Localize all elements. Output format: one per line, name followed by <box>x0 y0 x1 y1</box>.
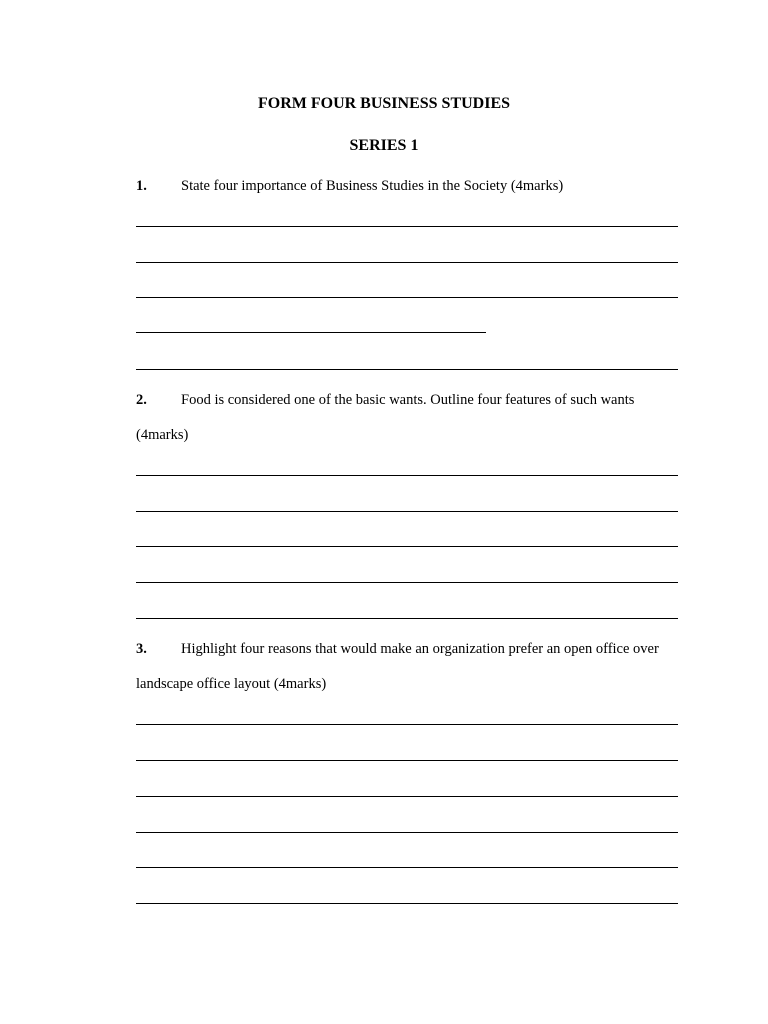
question-text-continued: landscape office layout (4marks) <box>136 676 327 692</box>
question-text: Highlight four reasons that would make an organization prefer an open office over <box>181 641 659 657</box>
answer-line[interactable] <box>136 262 678 263</box>
answer-line[interactable] <box>136 903 678 904</box>
question-text-continued: (4marks) <box>136 427 189 443</box>
answer-line[interactable] <box>136 475 678 476</box>
answer-line[interactable] <box>136 582 678 583</box>
answer-line[interactable] <box>136 796 678 797</box>
answer-line[interactable] <box>136 546 678 547</box>
answer-line[interactable] <box>136 724 678 725</box>
question-number: 1. <box>136 178 147 194</box>
question-number: 2. <box>136 392 147 408</box>
question-text: Food is considered one of the basic wants. Outline four features of such wants <box>181 392 635 408</box>
question-text: State four importance of Business Studies in the Society (4marks) <box>181 178 564 194</box>
answer-line[interactable] <box>136 297 678 298</box>
answer-line[interactable] <box>136 226 678 227</box>
answer-line[interactable] <box>136 369 678 370</box>
document-subtitle: SERIES 1 <box>349 137 419 154</box>
document-title: FORM FOUR BUSINESS STUDIES <box>257 95 511 112</box>
answer-line[interactable] <box>136 511 678 512</box>
answer-line[interactable] <box>136 332 486 333</box>
answer-line[interactable] <box>136 618 678 619</box>
answer-line[interactable] <box>136 867 678 868</box>
question-number: 3. <box>136 641 147 657</box>
answer-line[interactable] <box>136 760 678 761</box>
answer-line[interactable] <box>136 832 678 833</box>
